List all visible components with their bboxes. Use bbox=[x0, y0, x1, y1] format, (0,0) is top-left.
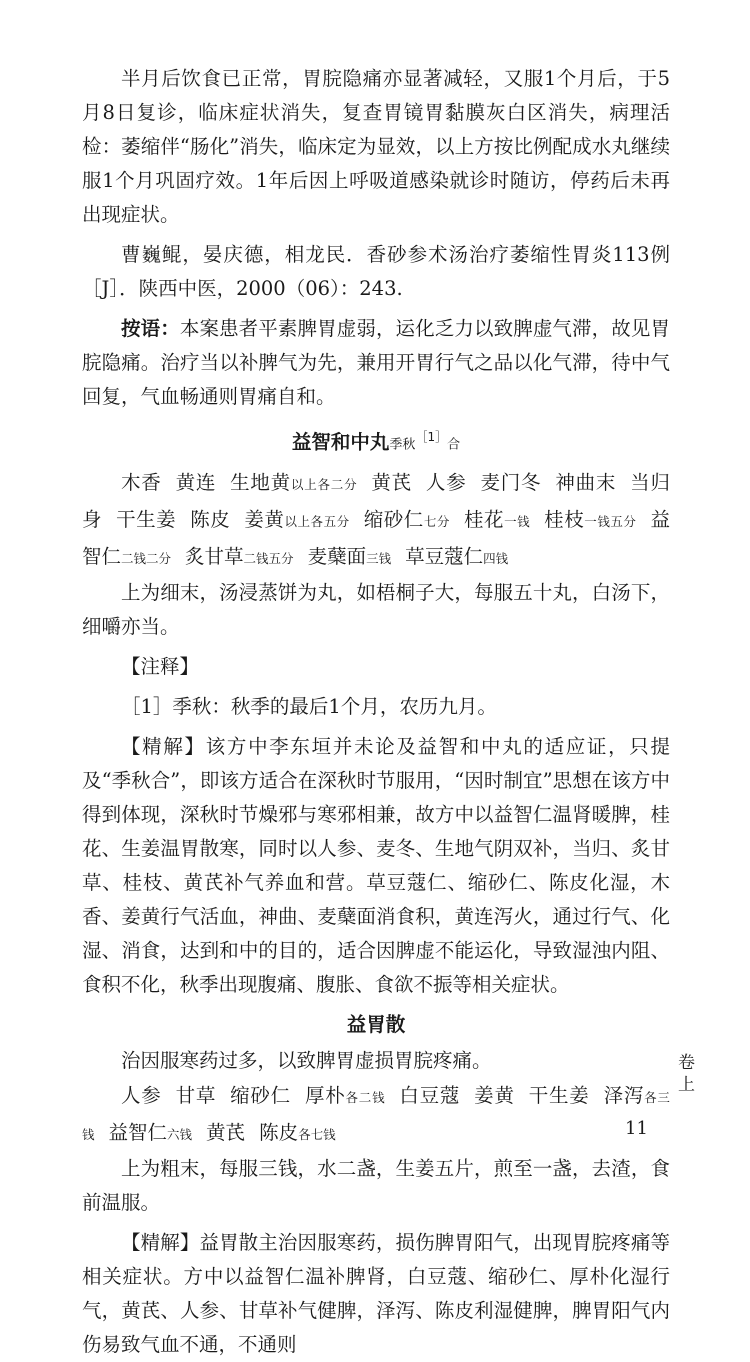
herb-name: 黄芪 bbox=[371, 470, 412, 494]
herb-name: 姜黄 bbox=[244, 507, 285, 531]
herb-name: 木香 bbox=[121, 470, 162, 494]
herb-name: 人参 bbox=[121, 1083, 162, 1107]
notes-heading: 【注释】 bbox=[121, 654, 200, 678]
case-paragraph: 半月后饮食已正常，胃脘隐痛亦显著减轻，又服1个月后，于5月8日复诊，临床症状消失，复查胃镜胃黏膜灰白区消失，病理活检：萎缩伴“肠化”消失，临床定为显效，以上方按比例配成水丸继续服1个月巩固疗效。1年后因上呼吸道感染就诊时随访，停药后未再出现症状。 bbox=[82, 67, 670, 226]
formula1-suffix: 合 bbox=[447, 437, 461, 453]
commentary-paragraph bbox=[82, 312, 670, 414]
herb-dose: 各二钱 bbox=[345, 1089, 386, 1105]
herb-item bbox=[185, 545, 294, 568]
herb-dose: 三钱 bbox=[366, 550, 392, 566]
reference-citation: 曹巍鲲，晏庆德，相龙民．香砂参术汤治疗萎缩性胃炎113例［J］．陕西中医，2000（06）：243. bbox=[82, 243, 670, 300]
herb-name: 当归身 bbox=[82, 470, 670, 531]
herb-item bbox=[109, 1121, 193, 1144]
herb-name: 人参 bbox=[425, 470, 467, 494]
herb-name: 白豆蔻 bbox=[399, 1083, 461, 1107]
herb-dose: 以上各二分 bbox=[290, 476, 358, 492]
herb-item bbox=[426, 471, 467, 494]
herb-item bbox=[399, 1084, 460, 1107]
herb-dose: 各七钱 bbox=[298, 1126, 336, 1142]
herb-item bbox=[230, 471, 357, 494]
commentary-lead: 按语： bbox=[121, 317, 180, 340]
herb-name: 益智仁 bbox=[108, 1120, 168, 1144]
note-1: ［1］季秋：秋季的最后1个月，农历九月。 bbox=[121, 694, 497, 718]
herb-dose: 四钱 bbox=[483, 550, 509, 566]
herb-item bbox=[230, 1084, 291, 1107]
formula1-name: 益智和中丸 bbox=[291, 430, 390, 454]
formula2-title: 益胃散 bbox=[346, 1012, 406, 1036]
analysis-body: 该方中李东垣并未论及益智和中丸的适应证，只提及“季秋合”，即该方适合在深秋时节服用，“因时制宜”思想在该方中得到体现，深秋时节燥邪与寒邪相兼，故方中以益智仁温肾暖脾，桂花、生姜温胃散寒，同时以人参、麦冬、生地气阴双补，当归、炙甘草、桂枝、黄芪补气养血和营。草豆蔻仁、缩砂仁、陈皮化湿，木香、姜黄行气活血，神曲、麦蘖面消食积，黄连泻火，通过行气、化湿、消食，达到和中的目的，适合因脾虚不能运化，导致湿浊内阻、食积不化，秋季出现腹痛、腹胀、食欲不振等相关症状。 bbox=[82, 734, 670, 996]
herb-item bbox=[464, 508, 530, 531]
herb-name: 干生姜 bbox=[116, 507, 177, 531]
herb-dose: 二钱二分 bbox=[121, 550, 172, 566]
herb-dose: 六钱 bbox=[167, 1126, 193, 1142]
herb-item bbox=[371, 471, 412, 494]
herb-name: 桂花 bbox=[463, 507, 505, 531]
herb-name: 麦蘖面 bbox=[307, 544, 367, 568]
herb-name: 缩砂仁 bbox=[230, 1083, 291, 1107]
herb-dose: 各三钱 bbox=[82, 1089, 670, 1142]
formula2-method: 上为粗末，每服三钱，水二盏，生姜五片，煎至一盏，去渣，食前温服。 bbox=[82, 1156, 670, 1214]
formula2-indication: 治因服寒药过多，以致脾胃虚损胃脘疼痛。 bbox=[121, 1048, 492, 1072]
commentary-body: 本案患者平素脾胃虚弱，运化乏力以致脾虚气滞，故见胃脘隐痛。治疗当以补脾气为先，兼用开胃行气之品以化气滞，待中气回复，气血畅通则胃痛自和。 bbox=[82, 317, 670, 408]
herb-item bbox=[529, 1084, 590, 1107]
herb-dose: 一钱五分 bbox=[584, 513, 637, 529]
formula1-ingredients bbox=[82, 465, 670, 576]
herb-item bbox=[474, 1084, 515, 1107]
herb-item bbox=[121, 471, 162, 494]
herb-name: 麦门冬 bbox=[480, 470, 542, 494]
herb-name: 桂枝 bbox=[544, 507, 585, 531]
herb-item bbox=[480, 471, 541, 494]
herb-dose: 七分 bbox=[423, 513, 450, 529]
herb-name: 陈皮 bbox=[259, 1120, 299, 1144]
herb-item bbox=[555, 471, 616, 494]
herb-item bbox=[206, 1121, 245, 1144]
analysis-lead: 【精解】 bbox=[121, 1230, 200, 1254]
herb-item bbox=[176, 1084, 217, 1107]
herb-item bbox=[244, 508, 349, 531]
herb-name: 炙甘草 bbox=[185, 544, 244, 568]
herb-item bbox=[364, 508, 450, 531]
herb-item bbox=[259, 1121, 336, 1144]
page-number: 11 bbox=[625, 1118, 648, 1139]
volume-side-label: 卷上 bbox=[678, 1053, 695, 1095]
formula2-analysis bbox=[82, 1226, 670, 1362]
herb-dose: 一钱 bbox=[504, 513, 531, 529]
herb-item bbox=[121, 1084, 162, 1107]
herb-name: 黄连 bbox=[175, 470, 217, 494]
herb-name: 益智仁 bbox=[82, 507, 670, 568]
herb-item bbox=[176, 471, 217, 494]
herb-name: 黄芪 bbox=[206, 1120, 246, 1144]
herb-name: 缩砂仁 bbox=[363, 507, 424, 531]
herb-name: 干生姜 bbox=[528, 1083, 590, 1107]
analysis-lead: 【精解】 bbox=[121, 734, 206, 758]
formula1-title bbox=[82, 420, 670, 463]
herb-name: 厚朴 bbox=[304, 1083, 346, 1107]
formula1-analysis bbox=[82, 730, 670, 1002]
formula1-ref-mark: ［1］ bbox=[415, 430, 448, 444]
herb-dose: 二钱五分 bbox=[243, 550, 294, 566]
herb-name: 泽泻 bbox=[603, 1083, 645, 1107]
herb-item bbox=[190, 508, 230, 531]
formula1-season: 季秋 bbox=[389, 437, 416, 453]
analysis-body: 益胃散主治因服寒药，损伤脾胃阳气，出现胃脘疼痛等相关症状。方中以益智仁温补脾肾，白豆蔻、缩砂仁、厚朴化湿行气，黄芪、人参、甘草补气健脾，泽泻、陈皮利湿健脾，脾胃阳气内伤易致气血不通，不通则 bbox=[82, 1230, 670, 1356]
formula1-method: 上为细末，汤浸蒸饼为丸，如梧桐子大，每服五十丸，白汤下，细嚼亦当。 bbox=[82, 580, 670, 638]
herb-name: 甘草 bbox=[175, 1083, 217, 1107]
herb-name: 草豆蔻仁 bbox=[405, 544, 484, 568]
herb-dose: 以上各五分 bbox=[284, 513, 350, 529]
formula2-ingredients bbox=[82, 1078, 670, 1152]
herb-item bbox=[405, 545, 508, 568]
herb-item bbox=[308, 545, 392, 568]
herb-name: 陈皮 bbox=[190, 507, 231, 531]
herb-item bbox=[305, 1084, 385, 1107]
page-body bbox=[82, 62, 670, 1362]
herb-name: 生地黄 bbox=[230, 470, 291, 494]
herb-item bbox=[544, 508, 636, 531]
herb-name: 神曲末 bbox=[555, 470, 617, 494]
herb-item bbox=[116, 508, 176, 531]
herb-name: 姜黄 bbox=[474, 1083, 515, 1107]
